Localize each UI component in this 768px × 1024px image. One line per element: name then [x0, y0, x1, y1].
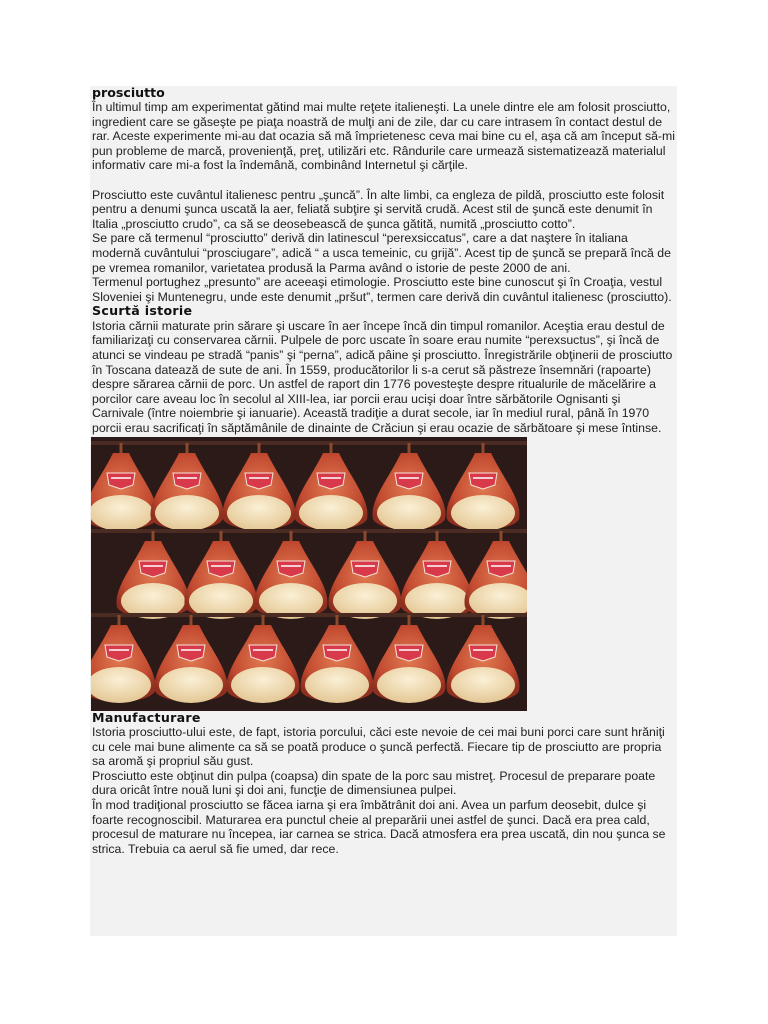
intro-paragraph: În ultimul timp am experimentat gătind mai multe reţete italieneşti. La unele dintre ele am folosit prosciutto, ingredient care se găseşte pe piaţa noastră de mulţi ani de zile, dar cu care intrasem în contact destul de rar. Aceste experimente mi-au dat ocazia să mă împrietenesc ceva mai bine cu el, aşa că am început să-mi pun probleme de marcă, provenienţă, preţ, utilizări etc. Rândurile care urmează sistematizează materialul informativ care mi-a fost la îndemână, combinând Internetul şi cărţile. [92, 100, 676, 173]
manufacture-paragraph: Istoria prosciutto-ului este, de fapt, istoria porcului, căci este nevoie de cei mai buni porci care sunt hrăniţi cu cele mai bune alimente ca să se poată produce o şuncă perfectă. Fiecare tip de prosciutto are propria sa aromă şi propriul său gust. [92, 725, 665, 769]
history-paragraph: Istoria cărnii maturate prin sărare şi uscare în aer începe încă din timpul romanilor. Aceştia erau destul de familiarizaţi cu conservarea cărnii. Pulpele de porc uscate în soare erau numite “perexsuctus”, şi încă de atunci se vindeau pe stradă “panis” şi “perna”, adică pâine şi prosciutto. Înregistrările obţinerii de prosciutto în Toscana datează de sute de ani. În 1559, producătorilor li s-a cerut să păstreze însemnări (rapoarte) despre sărarea cărnii de porc. Un astfel de raport din 1776 povesteşte despre ritualurile de măcelărire a porcilor care aveau loc în secolul al XIII-lea, iar porcii erau ucişi doar între sărbătorile Ognisanti şi Carnivale (între noiembrie şi ianuarie). Această tradiţie a durat secole, iar în mediul rural, până în 1970 porcii erau sacrificaţi în săptămânile de dinainte de Crăciun şi erau ocazie de sărbătoare şi mese întinse. [92, 318, 673, 435]
section-heading-history: Scurtă istorie [92, 303, 193, 319]
paragraph-spacer [90, 173, 677, 188]
manufacture-paragraph: Prosciutto este obţinut din pulpa (coapsa) din spate de la porc sau mistreţ. Procesul de preparare poate dura oricât între nouă luni şi doi ani, funcţie de dimensiunea pulpei. [92, 768, 656, 798]
prosciutto-hams-photo [91, 437, 527, 711]
document-title: prosciutto [92, 86, 165, 100]
document-body [90, 86, 677, 936]
section-heading-manufacture: Manufacturare [92, 709, 201, 725]
intro-paragraph: Se pare că termenul “prosciutto” derivă din latinescul “perexsiccatus”, care a dat naştere în italiana modernă cuvântului “prosciugare”, adică “ a usca temeinic, cu grijă”. Acest tip de şuncă se prepară încă de pe vremea romanilor, varietatea produsă la Parma având o istorie de peste 2000 de ani. [92, 231, 671, 275]
manufacture-paragraph: În mod tradiţional prosciutto se făcea iarna şi era îmbătrânit doi ani. Avea un parfum deosebit, dulce şi foarte recognoscibil. Maturarea era punctul cheie al preparării unei astfel de şunci. Dacă era prea cald, procesul de maturare nu începea, iar carnea se strica. Dacă atmosfera era prea uscată, din nou şunca se strica. Trebuia ca aerul să fie umed, dar rece. [92, 798, 666, 856]
intro-paragraph: Prosciutto este cuvântul italienesc pentru „şuncă”. În alte limbi, ca engleza de pildă, prosciutto este folosit pentru a denumi şunca uscată la aer, feliată subţire şi servită crudă. Acest stil de şuncă este denumit în Italia „prosciutto crudo”, ca să se deosebească de şunca gătită, numită „prosciutto cotto”. [92, 187, 665, 231]
intro-paragraph: Termenul portughez „presunto” are aceeaşi etimologie. Prosciutto este bine cunoscut şi în Croaţia, vestul Sloveniei şi Muntenegru, unde este denumit „pršut”, termen care derivă din cuvântul italienesc (prosciutto). [92, 275, 672, 304]
